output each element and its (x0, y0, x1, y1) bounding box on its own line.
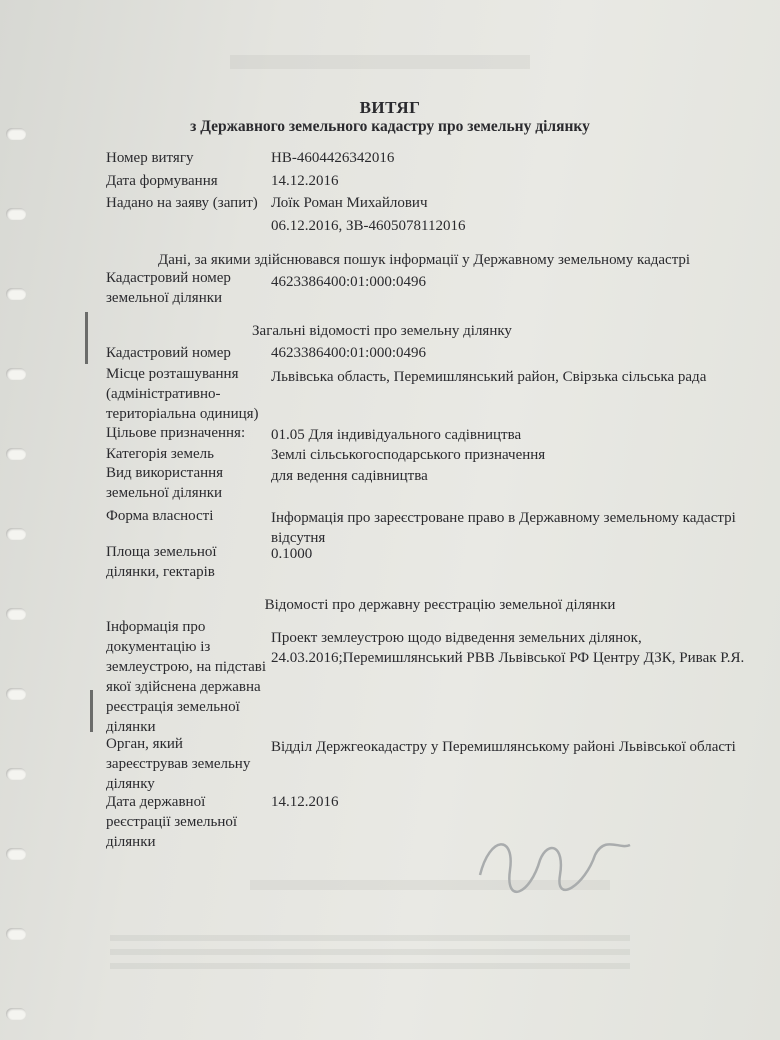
binder-holes (0, 0, 40, 1040)
registration-row-value: Проект землеустрою щодо відведення земельних ділянок, 24.03.2016;Перемишлянський РВВ Львівської РФ Центру ДЗК, Ривак Р.Я. (271, 630, 745, 666)
general-row-label: Категорія земель (106, 446, 214, 462)
general-row-label: Форма власності (106, 508, 214, 524)
search-cadastral-value: 4623386400:01:000:0496 (271, 274, 427, 290)
general-row-label: Площа земельної ділянки, гектарів (106, 544, 217, 580)
general-row-value: Землі сільськогосподарського призначення (271, 447, 546, 463)
registration-row-value: Відділ Держгеокадастру у Перемишлянському районі Львівської області (271, 739, 736, 755)
extract-number-value: НВ-4604426342016 (271, 150, 395, 166)
general-row-value: для ведення садівництва (271, 468, 428, 484)
general-row-value: Інформація про зареєстроване право в Державному земельному кадастрі відсутня (271, 510, 736, 546)
bleed-through-mark (110, 935, 630, 975)
bleed-through-mark (230, 55, 530, 69)
request-ref-value: 06.12.2016, ЗВ-4605078112016 (271, 218, 466, 234)
document-subtitle: з Державного земельного кадастру про земельну ділянку (190, 118, 590, 135)
general-row-value: 01.05 Для індивідуального садівництва (271, 427, 522, 443)
search-section-heading: Дані, за якими здійснювався пошук інформації у Державному земельному кадастрі (158, 252, 691, 268)
registration-row-label: Орган, який зареєстрував земельну ділянку (106, 736, 251, 792)
general-row-label: Цільове призначення: (106, 425, 246, 441)
general-row-value: 0.1000 (271, 546, 313, 562)
requested-by-label: Надано на заяву (запит) (106, 195, 258, 211)
formation-date-label: Дата формування (106, 173, 218, 189)
registration-section-heading: Відомості про державну реєстрацію земельної ділянки (264, 597, 616, 613)
document-title: ВИТЯГ (359, 98, 421, 117)
requested-by-value: Лоїк Роман Михайлович (271, 195, 428, 211)
extract-number-label: Номер витягу (106, 150, 194, 166)
general-row-value: 4623386400:01:000:0496 (271, 345, 427, 361)
general-row-label: Вид використання земельної ділянки (106, 465, 224, 501)
general-section-heading: Загальні відомості про земельну ділянку (252, 323, 512, 339)
registration-row-value: 14.12.2016 (271, 794, 339, 810)
signature-mark (470, 815, 640, 905)
general-row-label: Кадастровий номер (106, 345, 231, 361)
general-row-label: Місце розташування (адміністративно-територіальна одиниця) (106, 366, 259, 422)
margin-pen-mark (90, 690, 93, 732)
formation-date-value: 14.12.2016 (271, 173, 339, 189)
registration-row-label: Інформація про документацію із землеустрою, на підставі якої здійснена державна реєстрація земельної ділянки (106, 619, 267, 735)
registration-row-label: Дата державної реєстрації земельної ділянки (106, 794, 238, 850)
general-row-value: Львівська область, Перемишлянський район, Свірзька сільська рада (271, 369, 707, 385)
search-cadastral-label: Кадастровий номер земельної ділянки (106, 270, 231, 306)
